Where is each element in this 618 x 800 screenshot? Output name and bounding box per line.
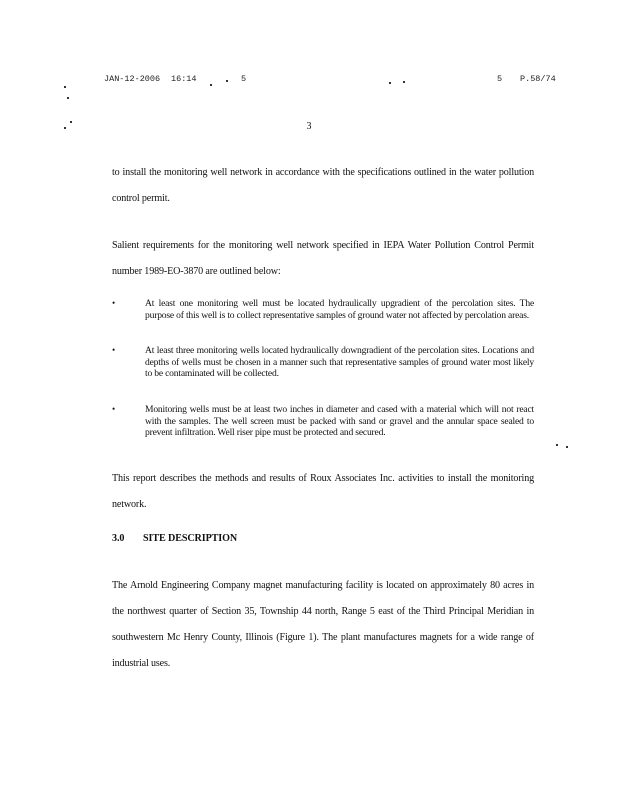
list-item	[112, 404, 534, 439]
fax-sender-code: 5	[241, 74, 247, 84]
scan-speck	[64, 86, 66, 88]
list-item-text: At least one monitoring well must be located hydraulically upgradient of the percolation sites. The purpose of this well is to collect representative samples of ground water not affected by percolation areas.	[145, 298, 534, 321]
scan-speck	[566, 446, 568, 448]
fax-time-stamp: 16:14	[171, 74, 197, 84]
section-number: 3.0	[112, 533, 125, 544]
scan-speck	[556, 444, 558, 446]
scan-speck	[226, 80, 228, 82]
section-title: SITE DESCRIPTION	[143, 533, 238, 544]
bullet-icon: •	[112, 298, 115, 308]
fax-header	[0, 74, 618, 88]
report-summary-paragraph: This report describes the methods and results of Roux Associates Inc. activities to install the monitoring network.	[112, 473, 534, 510]
section-heading	[112, 533, 237, 544]
list-item-text: Monitoring wells must be at least two inches in diameter and cased with a material which will not react with the samples. The well screen must be packed with sand or gravel and the annular space sealed to prevent infiltration. Well riser pipe must be protected and secured.	[145, 404, 534, 439]
scan-speck	[210, 84, 212, 86]
scan-speck	[403, 81, 405, 83]
list-item	[112, 345, 534, 380]
site-description-paragraph: The Arnold Engineering Company magnet manufacturing facility is located on approximately 80 acres in the northwest quarter of Section 35, Township 44 north, Range 5 east of the Third Principal Meridian in southwestern Mc Henry County, Illinois (Figure 1). The plant manufactures magnets for a wide range of industrial uses.	[112, 580, 534, 669]
list-item	[112, 298, 534, 321]
fax-receiver-code: 5	[497, 74, 503, 84]
requirements-intro-paragraph: Salient requirements for the monitoring well network specified in IEPA Water Pollution Control Permit number 1989-EO-3870 are outlined below:	[112, 240, 534, 277]
fax-date-stamp: JAN-12-2006	[104, 74, 161, 84]
fax-page-count: P.58/74	[520, 74, 556, 84]
scan-speck	[67, 97, 69, 99]
intro-paragraph: to install the monitoring well network in accordance with the specifications outlined in the water pollution control permit.	[112, 167, 534, 204]
scan-speck	[389, 82, 391, 84]
list-item-text: At least three monitoring wells located hydraulically downgradient of the percolation sites. Locations and depths of wells must be chosen in a manner such that representative samples of ground water most likely to be contaminated will be collected.	[145, 345, 534, 380]
bullet-icon: •	[112, 345, 115, 355]
bullet-icon: •	[112, 404, 115, 414]
page-number: 3	[306, 121, 312, 132]
